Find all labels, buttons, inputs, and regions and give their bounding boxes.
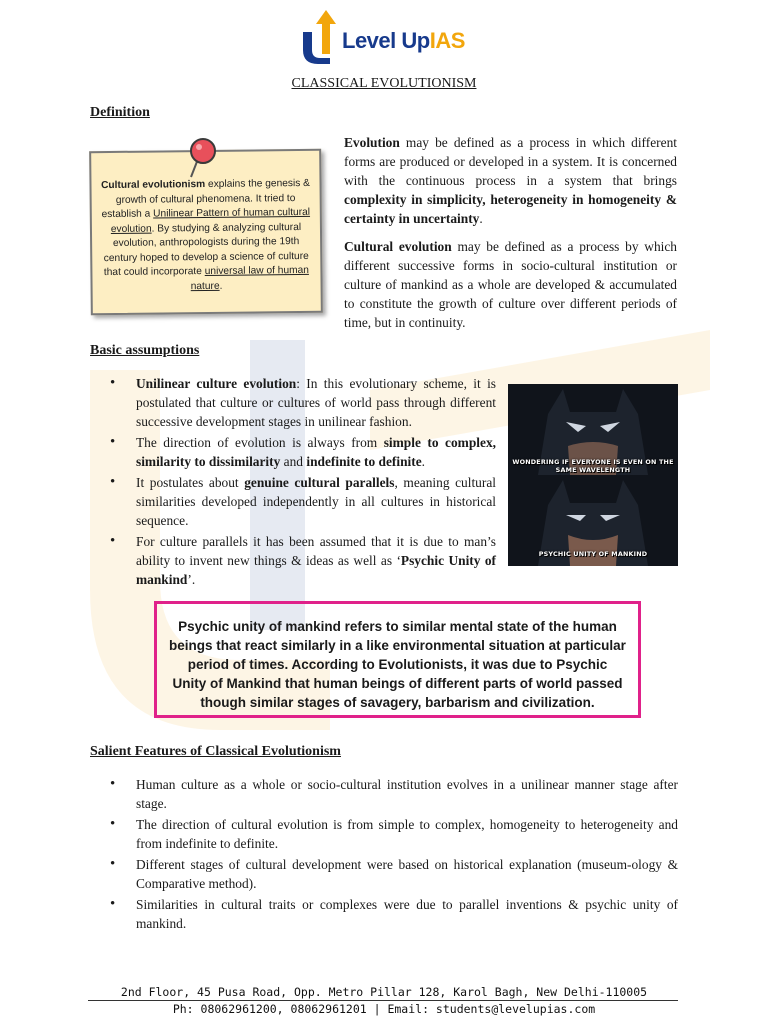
- note-underline-2: universal law of human nature: [190, 264, 309, 292]
- item-text: : In this evolutionary scheme, it is postulated that culture or cultures of world pass through different successive development stages in unilinear fashion.: [136, 376, 497, 429]
- salient-features-list: [110, 775, 678, 935]
- footer-address: 2nd Floor, 45 Pusa Road, Opp. Metro Pillar 128, Karol Bagh, New Delhi-110005: [120, 985, 648, 999]
- cultural-evolution-text: may be defined as a process by which different successive forms in socio-cultural institution or culture of mankind as a whole are developed & accumulated to constitute the growth of culture over different periods of time, but in continuity.: [344, 239, 678, 330]
- list-item: • Different stages of cultural development were based on historical explanation (museum-ology & Comparative method).: [110, 855, 678, 893]
- list-item: [110, 433, 496, 471]
- logo-wordmark: [342, 28, 465, 54]
- footer-contact: Ph: 08062961200, 08062961201 | Email: students@levelupias.com: [172, 1002, 596, 1016]
- evolution-definition: [344, 133, 677, 228]
- logo-text-levelup: Level Up: [342, 28, 430, 53]
- evolution-text-2: .: [479, 211, 483, 226]
- page-title: CLASSICAL EVOLUTIONISM: [291, 76, 477, 91]
- item-bold: Psychic Unity of mankind: [136, 553, 496, 587]
- list-item: [110, 532, 496, 589]
- item-bold: genuine cultural parallels: [244, 475, 395, 490]
- list-item: [110, 374, 496, 431]
- term-evolution: Evolution: [344, 135, 400, 150]
- pushpin-icon: [186, 137, 220, 181]
- logo-text-ias: IAS: [429, 28, 465, 53]
- item-text: ’.: [187, 572, 196, 587]
- list-item: [110, 473, 496, 530]
- psychic-unity-callout: Psychic unity of mankind refers to similar mental state of the human beings that react similarly in a like environmental situation at particular period of times. According to Evolutionists, it was due to Psychic Unity of Mankind that human beings of different parts of world passed though similar stages of savagery, barbarism and civilization.: [154, 601, 641, 718]
- assumptions-heading: Basic assumptions: [90, 343, 200, 358]
- item-text: .: [421, 454, 426, 469]
- assumptions-list: [110, 374, 496, 591]
- item-bold: indefinite to definite: [306, 454, 422, 469]
- term-cultural-evolution: Cultural evolution: [344, 239, 452, 254]
- item-text: It postulates about: [136, 475, 245, 490]
- item-text: The direction of evolution is always from: [136, 435, 384, 450]
- note-text-1: explains the genesis & growth of cultural phenomena. It tried to establish a: [101, 177, 311, 221]
- evolution-text-1: may be defined as a process in which different forms are produced or developed in a system. It is concerned with the continuous process in a system that brings: [344, 135, 677, 188]
- note-underline-1: Unilinear Pattern of human cultural evolution: [110, 206, 311, 235]
- meme-caption-top: WONDERING IF EVERYONE IS EVEN ON THE SAME WAVELENGTH: [512, 458, 674, 474]
- note-term: Cultural evolutionism: [100, 179, 206, 192]
- item-bold: Unilinear culture evolution: [136, 376, 297, 391]
- item-text: , meaning cultural similarities developed independently in all cultures in historical sequence.: [136, 475, 496, 528]
- note-text-2: . By studying & analyzing cultural evolution, anthropologists during the 19th century hoped to develop a science of culture that could incorporate: [103, 221, 309, 279]
- salient-features-heading: Salient Features of Classical Evolutionism: [90, 744, 341, 759]
- definition-heading: Definition: [90, 105, 150, 120]
- item-text: and: [280, 454, 307, 469]
- item-bold: simple to complex, similarity to dissimilarity: [136, 435, 496, 469]
- note-text-3: .: [219, 280, 223, 292]
- batman-meme-image: [508, 384, 678, 566]
- evolution-bold: complexity in simplicity, heterogeneity in homogeneity & certainty in uncertainty: [344, 192, 677, 226]
- footer-divider: [88, 1000, 678, 1001]
- list-item: • Similarities in cultural traits or complexes were due to parallel inventions & psychic unity of mankind.: [110, 895, 678, 933]
- cultural-evolution-definition: [344, 237, 677, 332]
- item-text: For culture parallels it has been assumed that it is due to man’s ability to invent new things & ideas as well as ‘: [136, 534, 496, 568]
- list-item: • Human culture as a whole or socio-cultural institution evolves in a unilinear manner stage after stage.: [110, 775, 678, 813]
- list-item: • The direction of cultural evolution is from simple to complex, homogeneity to heterogeneity and from indefinite to definite.: [110, 815, 678, 853]
- meme-caption-bottom: PSYCHIC UNITY OF MANKIND: [538, 550, 648, 558]
